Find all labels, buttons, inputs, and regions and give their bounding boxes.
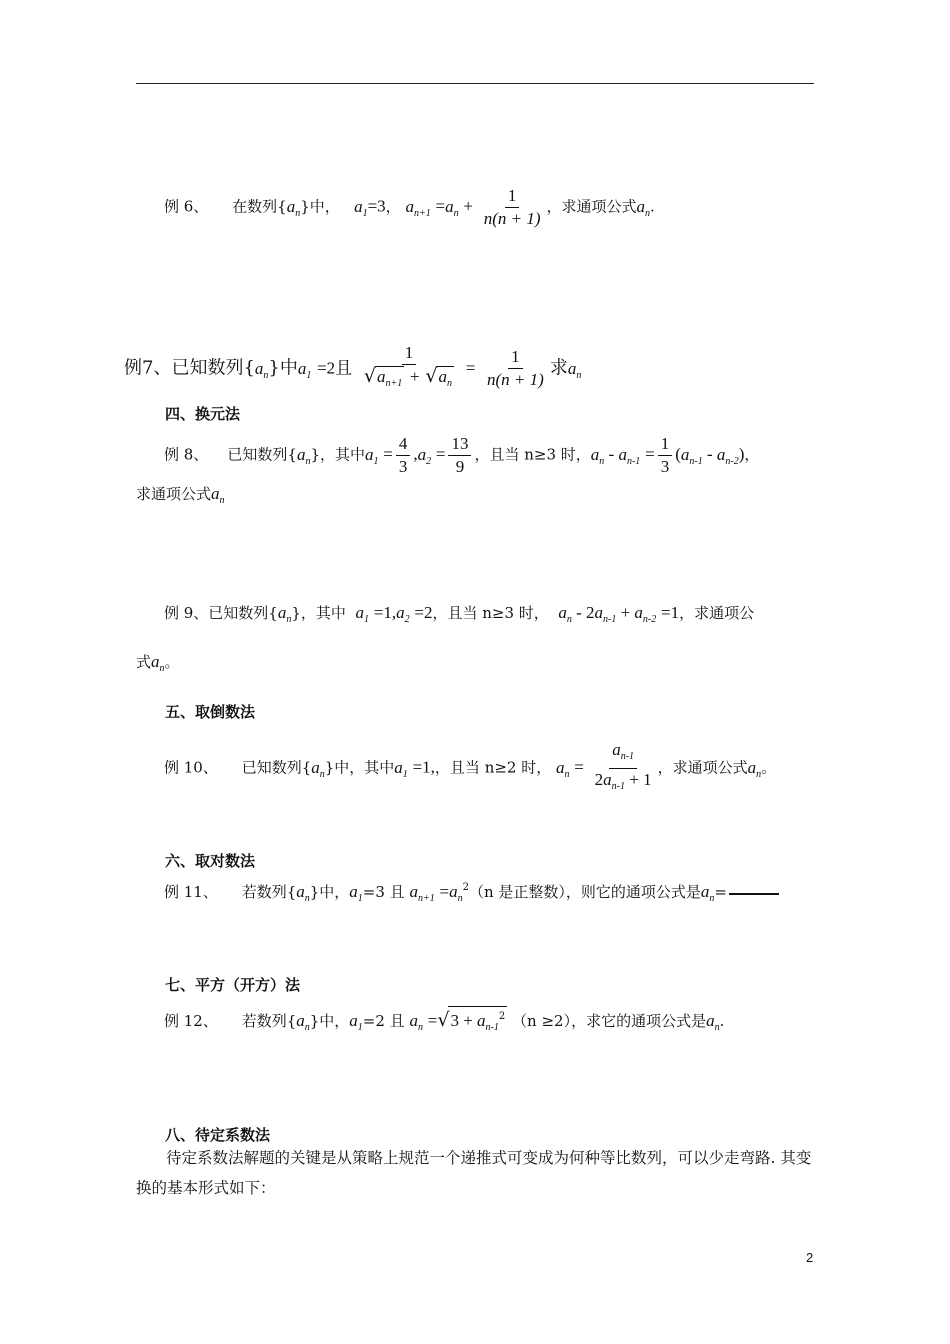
- example-9: 例 9、已知数列$\{a_n\}$，其中 $a_1 =1,a_2 =2$，且当 n≥3 时， $a_n - 2a_{n-1} + a_{n-2} =1$，求通项公: [164, 603, 755, 625]
- fraction: $\frac{1}{√a_{n+1} + √a_n}$: [361, 343, 457, 394]
- page-number: 2: [806, 1250, 814, 1265]
- fraction: $\frac{1}{n(n + 1)}$: [487, 347, 544, 389]
- section-heading-7: 七、平方（开方）法: [165, 976, 301, 994]
- fraction: $\frac{a_{n-1}}{2a_{n-1} + 1}$: [594, 740, 652, 792]
- section-heading-5: 五、取倒数法: [165, 703, 256, 721]
- example-12: 例 12、 若数列$\{a_n\}$中，$a_1=2$ 且 $a_n =√3 + a_{n-1}^2$ （n ≥2），求它的通项公式是$a_n$.: [164, 1006, 724, 1038]
- section-heading-8: 八、待定系数法: [165, 1126, 271, 1144]
- header-rule: [136, 83, 814, 84]
- example-9-continued: 式$a_n$。: [136, 652, 180, 674]
- example-6: 例 6、 在数列$\{a_n\}$中， $a_1=3$， $a_{n+1} =a_n$ + $\frac{1}{n(n + 1)}$ ，求通项公式$a_n$.: [164, 186, 655, 228]
- example-8-continued: 求通项公式$a_n$: [136, 484, 225, 506]
- example-10: 例 10、 已知数列$\{a_n\}$中，其中$a_1 =1$,，且当 n≥2 时， $a_n$ = $\frac{a_{n-1}}{2a_{n-1} + 1}$ ，求通项公式$a_n$。: [164, 740, 776, 797]
- example-8: 例 8、 已知数列$\{a_n\}$，其中$a_1$ = $\frac{4}{3}$ $,a_2$ = $\frac{13}{9}$ ，且当 n≥3 时，$a_n - a_{n-1}$ = $\frac{1}{3}$ $(a_{n-1} - a_{n-2})$，: [164, 434, 760, 476]
- section-heading-6: 六、取对数法: [165, 852, 256, 870]
- section-heading-4: 四、换元法: [165, 405, 241, 423]
- fraction: $\frac{1}{n(n + 1)}$: [483, 186, 541, 228]
- example-7: 例7、已知数列$\{a_n\}$中$a_1 =2$且 $\frac{1}{√a_{n+1} + √a_n}$ = $\frac{1}{n(n + 1)}$ 求$a_n$: [124, 343, 581, 394]
- answer-blank: [729, 893, 779, 895]
- example-11: 例 11、 若数列$\{a_n\}$中，$a_1=3$ 且 $a_{n+1} =a_n^2(n$ 是正整数），则它的通项公式是$a_n=$: [164, 878, 779, 909]
- section-8-paragraph: 待定系数法解题的关键是从策略上规范一个递推式可变成为何种等比数列，可以少走弯路. 其变换的基本形式如下：: [136, 1149, 812, 1197]
